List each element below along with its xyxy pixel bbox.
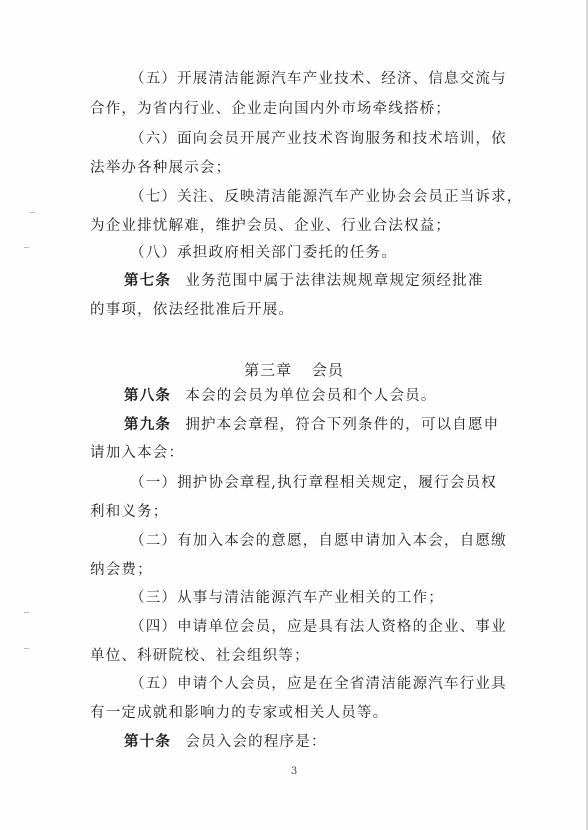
paragraph-line: （五）开展清洁能源汽车产业技术、经济、信息交流与 xyxy=(130,71,507,87)
article-heading: 第九条 xyxy=(124,416,172,433)
article-text: 拥护本会章程，符合下列条件的，可以自愿申 xyxy=(185,417,500,433)
scan-speck xyxy=(30,212,35,213)
scan-speck xyxy=(24,648,29,649)
paragraph-line: 合作，为省内行业、企业走向国内外市场牵线搭桥； xyxy=(90,101,452,117)
page-number: 3 xyxy=(290,766,298,777)
paragraph-line: 纳会费； xyxy=(90,562,153,578)
paragraph-line: 有一定成就和影响力的专家或相关人员等。 xyxy=(90,705,389,721)
article-8 xyxy=(124,387,437,405)
paragraph-line: 利和义务； xyxy=(90,504,169,520)
article-text: 会员入会的程序是： xyxy=(185,734,327,750)
article-10 xyxy=(124,733,327,751)
article-heading: 第八条 xyxy=(124,387,172,404)
scan-speck xyxy=(24,612,29,613)
paragraph-line: （八）承担政府相关部门委托的任务。 xyxy=(130,245,397,261)
chapter-title: 会员 xyxy=(311,361,344,379)
article-heading: 第七条 xyxy=(124,272,172,289)
article-7 xyxy=(124,272,484,290)
paragraph-line: （六）面向会员开展产业技术咨询服务和技术培训，依 xyxy=(130,131,507,147)
paragraph-line: 为企业排忧解难，维护会员、企业、行业合法权益； xyxy=(90,218,452,234)
paragraph-line: （五）申请个人会员，应是在全省清洁能源汽车行业具 xyxy=(130,676,507,692)
paragraph-line: （二）有加入本会的意愿，自愿申请加入本会，自愿缴 xyxy=(130,533,507,549)
paragraph-line: （四）申请单位会员，应是具有法人资格的企业、事业 xyxy=(130,619,507,635)
paragraph-line: （七）关注、反映清洁能源汽车产业协会会员正当诉求， xyxy=(130,189,523,205)
paragraph-line: （三）从事与清洁能源汽车产业相关的工作； xyxy=(130,590,444,606)
paragraph-line: （一）拥护协会章程,执行章程相关规定，履行会员权 xyxy=(130,475,497,491)
paragraph-line: 请加入本会： xyxy=(90,445,185,461)
scan-speck xyxy=(24,247,29,248)
article-text: 本会的会员为单位会员和个人会员。 xyxy=(185,388,437,404)
chapter-heading xyxy=(0,359,588,380)
paragraph-line: 的事项，依法经批准后开展。 xyxy=(90,302,295,318)
article-text: 业务范围中属于法律法规规章规定须经批准 xyxy=(185,273,484,289)
paragraph-line: 法举办各种展示会； xyxy=(90,160,232,176)
chapter-number: 第三章 xyxy=(244,361,293,379)
article-heading: 第十条 xyxy=(124,733,172,750)
paragraph-line: 单位、科研院校、社会组织等； xyxy=(90,648,310,664)
article-9 xyxy=(124,416,499,434)
